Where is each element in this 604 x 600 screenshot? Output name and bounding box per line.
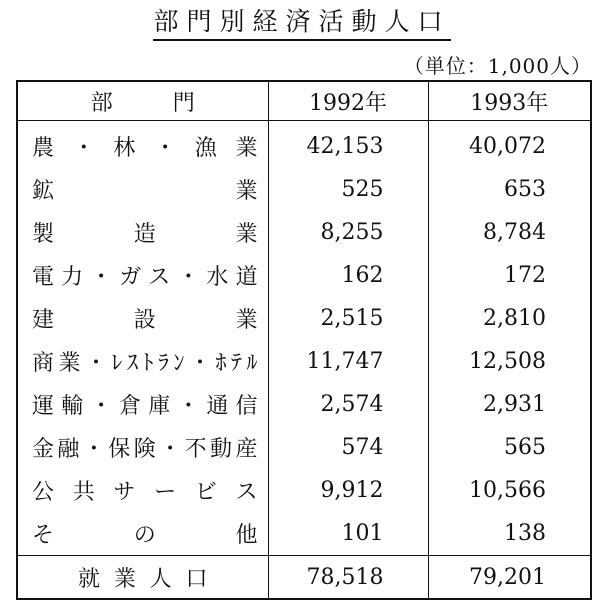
table-row: [17, 168, 591, 211]
total-1993: 79,201: [428, 556, 591, 600]
employment-table: [16, 80, 592, 600]
sector-label: 建設業: [17, 297, 268, 340]
value-1993: 138: [428, 512, 591, 556]
total-row: [17, 556, 591, 600]
value-1992: 525: [268, 168, 428, 211]
value-1992: 42,153: [268, 121, 428, 169]
value-1992: 9,912: [268, 469, 428, 512]
value-1993: 2,810: [428, 297, 591, 340]
value-1992: 2,515: [268, 297, 428, 340]
value-1992: 574: [268, 426, 428, 469]
header-1993: 1993年: [428, 81, 591, 121]
value-1992: 162: [268, 254, 428, 297]
value-1992: 101: [268, 512, 428, 556]
table-row: [17, 512, 591, 556]
table-row: [17, 254, 591, 297]
table-row: [17, 121, 591, 169]
table-row: [17, 383, 591, 426]
value-1993: 2,931: [428, 383, 591, 426]
sector-label: 農・林・漁業: [17, 121, 268, 169]
value-1993: 565: [428, 426, 591, 469]
table-row: [17, 211, 591, 254]
value-1992: 8,255: [268, 211, 428, 254]
value-1993: 8,784: [428, 211, 591, 254]
document-title-text: 部門別経済活動人口: [153, 6, 450, 41]
value-1992: 2,574: [268, 383, 428, 426]
table-row: [17, 469, 591, 512]
total-label: 就業人口: [17, 556, 268, 600]
header-1992: 1992年: [268, 81, 428, 121]
header-row: [17, 81, 591, 121]
sector-label: その他: [17, 512, 268, 556]
sector-label: 製造業: [17, 211, 268, 254]
sector-label: 電力・ガス・水道: [17, 254, 268, 297]
header-sector: 部門: [17, 81, 268, 121]
sector-label: 公共サービス: [17, 469, 268, 512]
value-1992: 11,747: [268, 340, 428, 383]
sector-label: 金融・保険・不動産: [17, 426, 268, 469]
value-1993: 172: [428, 254, 591, 297]
total-1992: 78,518: [268, 556, 428, 600]
unit-note: （単位：1,000人）: [403, 54, 592, 78]
value-1993: 653: [428, 168, 591, 211]
value-1993: 10,566: [428, 469, 591, 512]
value-1993: 40,072: [428, 121, 591, 169]
sector-label: 鉱業: [17, 168, 268, 211]
sector-label: 商業・ﾚｽﾄﾗﾝ・ﾎﾃﾙ: [17, 340, 268, 383]
sector-label: 運輸・倉庫・通信: [17, 383, 268, 426]
document-title: [0, 6, 604, 41]
value-1993: 12,508: [428, 340, 591, 383]
table-row: [17, 426, 591, 469]
table-row: [17, 297, 591, 340]
table-row: [17, 340, 591, 383]
